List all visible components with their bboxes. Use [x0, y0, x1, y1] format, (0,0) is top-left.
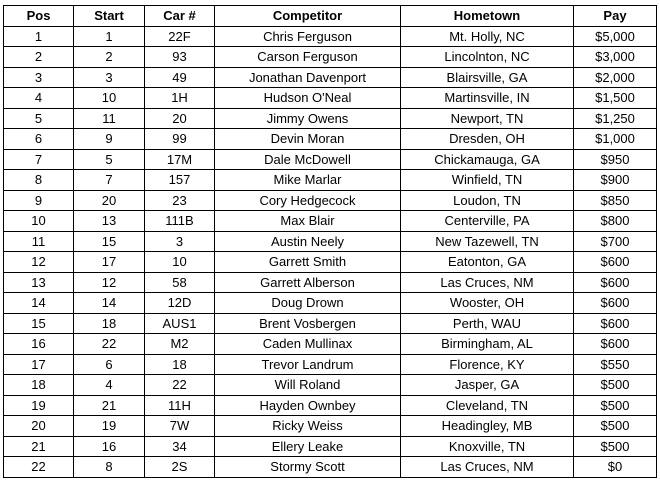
- cell-pay: $2,000: [574, 67, 657, 88]
- cell-car-number: 10: [145, 252, 215, 273]
- cell-pay: $850: [574, 190, 657, 211]
- cell-hometown: Wooster, OH: [401, 293, 574, 314]
- table-row: [4, 67, 657, 88]
- cell-start: 15: [74, 231, 145, 252]
- cell-hometown: Centerville, PA: [401, 211, 574, 232]
- cell-car-number: 49: [145, 67, 215, 88]
- cell-car-number: 7W: [145, 416, 215, 437]
- table-row: [4, 395, 657, 416]
- header-pos: Pos: [4, 6, 74, 27]
- cell-start: 13: [74, 211, 145, 232]
- cell-pay: $1,250: [574, 108, 657, 129]
- cell-car-number: 22F: [145, 26, 215, 47]
- cell-hometown: Lincolnton, NC: [401, 47, 574, 68]
- cell-pay: $500: [574, 395, 657, 416]
- cell-competitor: Dale McDowell: [215, 149, 401, 170]
- cell-pay: $600: [574, 313, 657, 334]
- cell-hometown: Loudon, TN: [401, 190, 574, 211]
- cell-start: 8: [74, 457, 145, 478]
- cell-car-number: 11H: [145, 395, 215, 416]
- cell-competitor: Devin Moran: [215, 129, 401, 150]
- cell-competitor: Carson Ferguson: [215, 47, 401, 68]
- cell-pos: 11: [4, 231, 74, 252]
- cell-start: 14: [74, 293, 145, 314]
- cell-pos: 2: [4, 47, 74, 68]
- cell-competitor: Jonathan Davenport: [215, 67, 401, 88]
- cell-competitor: Brent Vosbergen: [215, 313, 401, 334]
- cell-pay: $3,000: [574, 47, 657, 68]
- cell-pos: 13: [4, 272, 74, 293]
- cell-competitor: Caden Mullinax: [215, 334, 401, 355]
- cell-pay: $0: [574, 457, 657, 478]
- cell-start: 22: [74, 334, 145, 355]
- cell-pos: 8: [4, 170, 74, 191]
- cell-pay: $5,000: [574, 26, 657, 47]
- cell-car-number: 17M: [145, 149, 215, 170]
- cell-pos: 6: [4, 129, 74, 150]
- table-row: [4, 26, 657, 47]
- cell-hometown: Florence, KY: [401, 354, 574, 375]
- cell-hometown: Martinsville, IN: [401, 88, 574, 109]
- cell-hometown: Winfield, TN: [401, 170, 574, 191]
- table-row: [4, 313, 657, 334]
- cell-car-number: 111B: [145, 211, 215, 232]
- cell-pay: $950: [574, 149, 657, 170]
- cell-start: 12: [74, 272, 145, 293]
- cell-competitor: Stormy Scott: [215, 457, 401, 478]
- cell-competitor: Cory Hedgecock: [215, 190, 401, 211]
- table-row: [4, 416, 657, 437]
- cell-pos: 14: [4, 293, 74, 314]
- table-row: [4, 88, 657, 109]
- cell-start: 19: [74, 416, 145, 437]
- cell-competitor: Max Blair: [215, 211, 401, 232]
- table-row: [4, 457, 657, 478]
- cell-pos: 19: [4, 395, 74, 416]
- cell-pay: $1,000: [574, 129, 657, 150]
- cell-pay: $900: [574, 170, 657, 191]
- cell-pay: $800: [574, 211, 657, 232]
- header-car-number: Car #: [145, 6, 215, 27]
- cell-pos: 1: [4, 26, 74, 47]
- cell-competitor: Garrett Smith: [215, 252, 401, 273]
- cell-pos: 17: [4, 354, 74, 375]
- cell-competitor: Doug Drown: [215, 293, 401, 314]
- cell-pay: $550: [574, 354, 657, 375]
- cell-car-number: 34: [145, 436, 215, 457]
- cell-pay: $500: [574, 436, 657, 457]
- header-pay: Pay: [574, 6, 657, 27]
- cell-start: 21: [74, 395, 145, 416]
- cell-competitor: Hudson O'Neal: [215, 88, 401, 109]
- table-row: [4, 190, 657, 211]
- cell-pos: 5: [4, 108, 74, 129]
- cell-pos: 7: [4, 149, 74, 170]
- cell-pay: $500: [574, 375, 657, 396]
- table-row: [4, 149, 657, 170]
- cell-hometown: Knoxville, TN: [401, 436, 574, 457]
- cell-competitor: Trevor Landrum: [215, 354, 401, 375]
- cell-pos: 9: [4, 190, 74, 211]
- cell-car-number: 12D: [145, 293, 215, 314]
- table-row: [4, 129, 657, 150]
- table-row: [4, 252, 657, 273]
- cell-car-number: AUS1: [145, 313, 215, 334]
- table-row: [4, 231, 657, 252]
- cell-pos: 22: [4, 457, 74, 478]
- cell-pos: 16: [4, 334, 74, 355]
- cell-start: 4: [74, 375, 145, 396]
- cell-competitor: Garrett Alberson: [215, 272, 401, 293]
- cell-pay: $600: [574, 334, 657, 355]
- cell-pay: $700: [574, 231, 657, 252]
- table-row: [4, 375, 657, 396]
- cell-start: 5: [74, 149, 145, 170]
- table-row: [4, 272, 657, 293]
- cell-competitor: Will Roland: [215, 375, 401, 396]
- cell-hometown: New Tazewell, TN: [401, 231, 574, 252]
- cell-competitor: Chris Ferguson: [215, 26, 401, 47]
- cell-hometown: Mt. Holly, NC: [401, 26, 574, 47]
- cell-pos: 10: [4, 211, 74, 232]
- cell-start: 7: [74, 170, 145, 191]
- cell-start: 2: [74, 47, 145, 68]
- cell-pay: $600: [574, 272, 657, 293]
- cell-start: 17: [74, 252, 145, 273]
- cell-hometown: Birmingham, AL: [401, 334, 574, 355]
- table-row: [4, 436, 657, 457]
- cell-pos: 4: [4, 88, 74, 109]
- table-row: [4, 47, 657, 68]
- cell-hometown: Las Cruces, NM: [401, 457, 574, 478]
- cell-car-number: 99: [145, 129, 215, 150]
- cell-hometown: Dresden, OH: [401, 129, 574, 150]
- cell-start: 9: [74, 129, 145, 150]
- cell-start: 18: [74, 313, 145, 334]
- table-row: [4, 170, 657, 191]
- cell-hometown: Chickamauga, GA: [401, 149, 574, 170]
- cell-start: 6: [74, 354, 145, 375]
- cell-pay: $600: [574, 252, 657, 273]
- header-hometown: Hometown: [401, 6, 574, 27]
- cell-competitor: Hayden Ownbey: [215, 395, 401, 416]
- cell-competitor: Mike Marlar: [215, 170, 401, 191]
- cell-competitor: Ricky Weiss: [215, 416, 401, 437]
- cell-hometown: Jasper, GA: [401, 375, 574, 396]
- table-row: [4, 293, 657, 314]
- cell-hometown: Eatonton, GA: [401, 252, 574, 273]
- cell-car-number: 22: [145, 375, 215, 396]
- table-row: [4, 354, 657, 375]
- cell-hometown: Cleveland, TN: [401, 395, 574, 416]
- cell-car-number: M2: [145, 334, 215, 355]
- cell-car-number: 157: [145, 170, 215, 191]
- cell-start: 11: [74, 108, 145, 129]
- table-row: [4, 108, 657, 129]
- header-competitor: Competitor: [215, 6, 401, 27]
- cell-pos: 15: [4, 313, 74, 334]
- cell-pos: 20: [4, 416, 74, 437]
- header-row: [4, 6, 657, 27]
- cell-competitor: Jimmy Owens: [215, 108, 401, 129]
- cell-start: 20: [74, 190, 145, 211]
- cell-car-number: 3: [145, 231, 215, 252]
- cell-start: 1: [74, 26, 145, 47]
- cell-car-number: 93: [145, 47, 215, 68]
- header-start: Start: [74, 6, 145, 27]
- cell-start: 16: [74, 436, 145, 457]
- cell-hometown: Las Cruces, NM: [401, 272, 574, 293]
- cell-pay: $500: [574, 416, 657, 437]
- cell-car-number: 23: [145, 190, 215, 211]
- cell-pos: 18: [4, 375, 74, 396]
- cell-pay: $600: [574, 293, 657, 314]
- table-row: [4, 211, 657, 232]
- cell-hometown: Perth, WAU: [401, 313, 574, 334]
- cell-hometown: Headingley, MB: [401, 416, 574, 437]
- cell-pos: 21: [4, 436, 74, 457]
- cell-start: 10: [74, 88, 145, 109]
- cell-pay: $1,500: [574, 88, 657, 109]
- cell-car-number: 20: [145, 108, 215, 129]
- table-row: [4, 334, 657, 355]
- cell-competitor: Austin Neely: [215, 231, 401, 252]
- cell-pos: 12: [4, 252, 74, 273]
- cell-car-number: 2S: [145, 457, 215, 478]
- cell-car-number: 18: [145, 354, 215, 375]
- cell-car-number: 58: [145, 272, 215, 293]
- results-body: [4, 26, 657, 477]
- cell-hometown: Blairsville, GA: [401, 67, 574, 88]
- results-table: [3, 5, 657, 478]
- cell-hometown: Newport, TN: [401, 108, 574, 129]
- cell-start: 3: [74, 67, 145, 88]
- cell-pos: 3: [4, 67, 74, 88]
- cell-competitor: Ellery Leake: [215, 436, 401, 457]
- cell-car-number: 1H: [145, 88, 215, 109]
